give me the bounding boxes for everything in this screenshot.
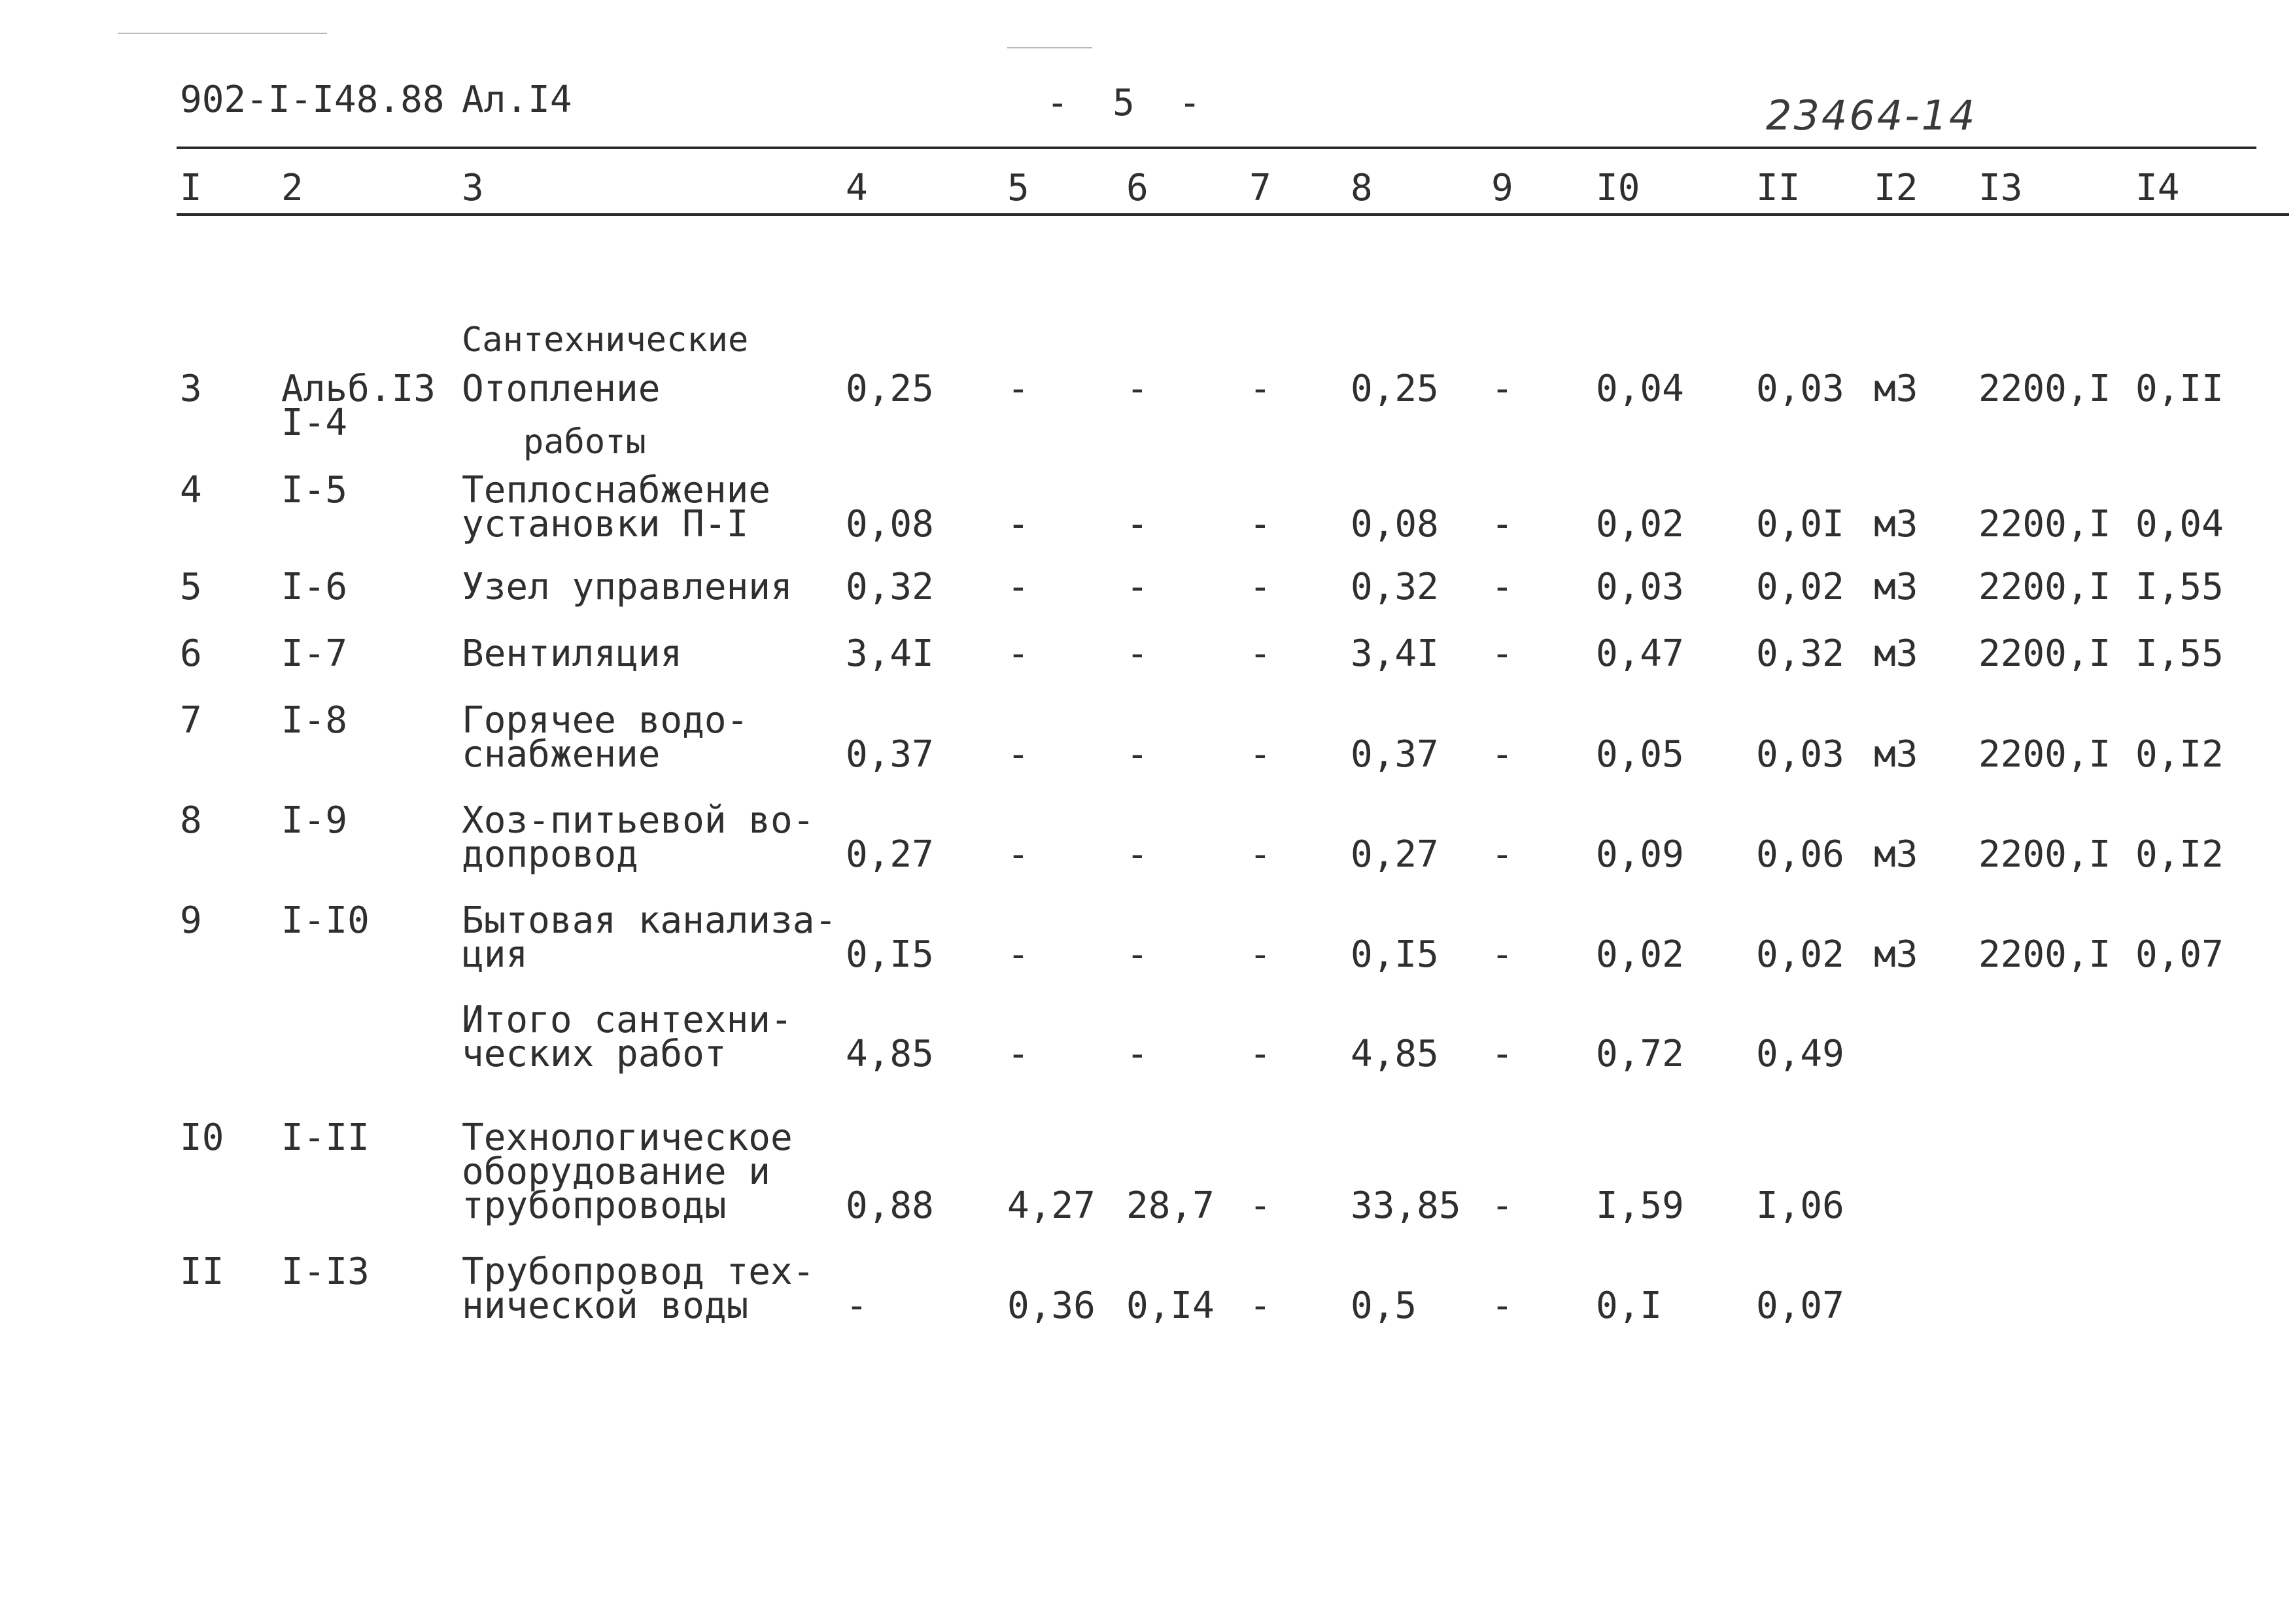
work-description: Бытовая канализа- — [462, 899, 837, 942]
cell-col-10: 0,04 — [1596, 368, 1684, 410]
cell-col-6: 28,7 — [1126, 1184, 1215, 1227]
cell-col-8: 0,32 — [1351, 566, 1439, 608]
cell-col-4: 0,37 — [846, 733, 934, 776]
cell-col-11: 0,02 — [1756, 933, 1844, 976]
work-description: оборудование и — [462, 1150, 771, 1193]
cell-col-9: - — [1491, 733, 1513, 776]
row-number: 6 — [180, 632, 202, 675]
cell-col-10: 0,05 — [1596, 733, 1684, 776]
work-description: допровод — [462, 833, 638, 876]
cell-col-9: - — [1491, 1285, 1513, 1327]
header-bottom-rule — [177, 213, 2289, 216]
column-number: I — [180, 167, 202, 209]
column-number: I4 — [2135, 167, 2180, 209]
work-description: Технологическое — [462, 1116, 793, 1159]
cell-col-14: 0,07 — [2135, 933, 2224, 976]
cell-col-14: 0,I2 — [2135, 733, 2224, 776]
work-description: нической воды — [462, 1285, 749, 1327]
row-number: 5 — [180, 566, 202, 608]
cell-col-5: - — [1007, 933, 1029, 976]
cell-col-13: 2200,I — [1978, 632, 2111, 675]
document-code: 902-I-I48.88 — [180, 78, 445, 121]
section-title-line: Сантехнические — [462, 320, 749, 360]
cell-col-5: - — [1007, 503, 1029, 545]
cell-col-7: - — [1249, 933, 1271, 976]
cell-col-7: - — [1249, 566, 1271, 608]
cell-col-13: 2200,I — [1978, 733, 2111, 776]
row-number: 9 — [180, 899, 202, 942]
work-description: Вентиляция — [462, 632, 683, 675]
cell-col-8: 33,85 — [1351, 1184, 1461, 1227]
cell-col-4: 4,85 — [846, 1033, 934, 1075]
cell-col-7: - — [1249, 1033, 1271, 1075]
scan-mark — [118, 33, 327, 34]
cell-col-4: 3,4I — [846, 632, 934, 675]
cell-col-11: 0,02 — [1756, 566, 1844, 608]
work-description: Узел управления — [462, 566, 793, 608]
cell-col-11: 0,49 — [1756, 1033, 1844, 1075]
row-number: II — [180, 1251, 224, 1293]
cell-col-9: - — [1491, 368, 1513, 410]
cell-col-14: I,55 — [2135, 566, 2224, 608]
cell-col-7: - — [1249, 632, 1271, 675]
cell-col-7: - — [1249, 733, 1271, 776]
cell-col-6: - — [1126, 566, 1148, 608]
drawing-reference: I-II — [281, 1116, 370, 1159]
column-number: 5 — [1007, 167, 1029, 209]
row-number: 8 — [180, 799, 202, 842]
cell-col-10: I,59 — [1596, 1184, 1684, 1227]
column-number: 7 — [1249, 167, 1271, 209]
cell-col-8: 0,25 — [1351, 368, 1439, 410]
cell-col-5: - — [1007, 368, 1029, 410]
cell-col-5: - — [1007, 566, 1029, 608]
column-number: I3 — [1978, 167, 2023, 209]
column-number: 8 — [1351, 167, 1373, 209]
cell-col-6: - — [1126, 833, 1148, 876]
cell-col-4: - — [846, 1285, 868, 1327]
cell-col-10: 0,02 — [1596, 503, 1684, 545]
cell-col-10: 0,72 — [1596, 1033, 1684, 1075]
column-number: 4 — [846, 167, 868, 209]
cell-col-11: 0,0I — [1756, 503, 1844, 545]
cell-col-5: 4,27 — [1007, 1184, 1096, 1227]
work-description: Трубопровод тех- — [462, 1251, 815, 1293]
column-number: 6 — [1126, 167, 1148, 209]
cell-col-12: м3 — [1874, 368, 1918, 410]
work-description: снабжение — [462, 733, 661, 776]
row-number: 3 — [180, 368, 202, 410]
cell-col-6: - — [1126, 632, 1148, 675]
cell-col-8: 3,4I — [1351, 632, 1439, 675]
drawing-reference: I-6 — [281, 566, 348, 608]
column-number: II — [1756, 167, 1801, 209]
cell-col-12: м3 — [1874, 632, 1918, 675]
cell-col-4: 0,88 — [846, 1184, 934, 1227]
cell-col-5: - — [1007, 632, 1029, 675]
cell-col-6: - — [1126, 368, 1148, 410]
cell-col-12: м3 — [1874, 733, 1918, 776]
drawing-reference: I-5 — [281, 469, 348, 511]
cell-col-11: 0,06 — [1756, 833, 1844, 876]
column-number: I2 — [1874, 167, 1918, 209]
cell-col-10: 0,09 — [1596, 833, 1684, 876]
cell-col-9: - — [1491, 1184, 1513, 1227]
cell-col-4: 0,I5 — [846, 933, 934, 976]
cell-col-6: - — [1126, 503, 1148, 545]
cell-col-13: 2200,I — [1978, 368, 2111, 410]
section-title-line: работы — [462, 423, 646, 462]
cell-col-14: 0,04 — [2135, 503, 2224, 545]
work-description: Горячее водо- — [462, 699, 749, 742]
cell-col-6: - — [1126, 733, 1148, 776]
cell-col-10: 0,47 — [1596, 632, 1684, 675]
drawing-reference: I-7 — [281, 632, 348, 675]
cell-col-5: - — [1007, 1033, 1029, 1075]
work-description: установки П-I — [462, 503, 749, 545]
cell-col-7: - — [1249, 503, 1271, 545]
cell-col-9: - — [1491, 1033, 1513, 1075]
work-description: Хоз-питьевой во- — [462, 799, 815, 842]
cell-col-12: м3 — [1874, 503, 1918, 545]
cell-col-11: I,06 — [1756, 1184, 1844, 1227]
cell-col-13: 2200,I — [1978, 503, 2111, 545]
cell-col-9: - — [1491, 566, 1513, 608]
cell-col-9: - — [1491, 632, 1513, 675]
cell-col-4: 0,32 — [846, 566, 934, 608]
cell-col-11: 0,07 — [1756, 1285, 1844, 1327]
header-top-rule — [177, 147, 2256, 149]
cell-col-5: 0,36 — [1007, 1285, 1096, 1327]
drawing-reference: Альб.I3 — [281, 368, 436, 410]
cell-col-4: 0,27 — [846, 833, 934, 876]
cell-col-12: м3 — [1874, 566, 1918, 608]
scan-mark — [1007, 47, 1092, 48]
row-number: 4 — [180, 469, 202, 511]
drawing-reference: I-9 — [281, 799, 348, 842]
cell-col-4: 0,25 — [846, 368, 934, 410]
cell-col-10: 0,03 — [1596, 566, 1684, 608]
drawing-reference: I-4 — [281, 402, 348, 444]
cell-col-11: 0,03 — [1756, 733, 1844, 776]
work-description: Теплоснабжение — [462, 469, 771, 511]
cell-col-7: - — [1249, 1285, 1271, 1327]
cell-col-10: 0,I — [1596, 1285, 1663, 1327]
cell-col-8: 0,27 — [1351, 833, 1439, 876]
cell-col-7: - — [1249, 833, 1271, 876]
work-description: Отопление — [462, 368, 661, 410]
cell-col-7: - — [1249, 1184, 1271, 1227]
cell-col-6: 0,I4 — [1126, 1285, 1215, 1327]
page-number: - 5 - — [1046, 82, 1201, 124]
cell-col-6: - — [1126, 933, 1148, 976]
cell-col-11: 0,03 — [1756, 368, 1844, 410]
cell-col-9: - — [1491, 933, 1513, 976]
cell-col-12: м3 — [1874, 833, 1918, 876]
work-description: ческих работ — [462, 1033, 727, 1075]
cell-col-8: 4,85 — [1351, 1033, 1439, 1075]
cell-col-6: - — [1126, 1033, 1148, 1075]
cell-col-8: 0,08 — [1351, 503, 1439, 545]
cell-col-5: - — [1007, 833, 1029, 876]
cell-col-8: 0,37 — [1351, 733, 1439, 776]
row-number: I0 — [180, 1116, 224, 1159]
drawing-reference: I-I3 — [281, 1251, 370, 1293]
work-description: трубопроводы — [462, 1184, 727, 1227]
drawing-reference: I-I0 — [281, 899, 370, 942]
column-number: 9 — [1491, 167, 1513, 209]
cell-col-7: - — [1249, 368, 1271, 410]
column-number: 3 — [462, 167, 484, 209]
work-description: ция — [462, 933, 528, 976]
cell-col-12: м3 — [1874, 933, 1918, 976]
cell-col-9: - — [1491, 503, 1513, 545]
cell-col-9: - — [1491, 833, 1513, 876]
inventory-number: 23464-14 — [1766, 92, 1977, 139]
cell-col-8: 0,I5 — [1351, 933, 1439, 976]
cell-col-13: 2200,I — [1978, 566, 2111, 608]
drawing-reference: I-8 — [281, 699, 348, 742]
cell-col-14: 0,II — [2135, 368, 2224, 410]
cell-col-8: 0,5 — [1351, 1285, 1417, 1327]
row-number: 7 — [180, 699, 202, 742]
column-number: I0 — [1596, 167, 1640, 209]
cell-col-14: 0,I2 — [2135, 833, 2224, 876]
cell-col-13: 2200,I — [1978, 933, 2111, 976]
cell-col-13: 2200,I — [1978, 833, 2111, 876]
cell-col-14: I,55 — [2135, 632, 2224, 675]
cell-col-11: 0,32 — [1756, 632, 1844, 675]
column-number: 2 — [281, 167, 303, 209]
cell-col-4: 0,08 — [846, 503, 934, 545]
cell-col-10: 0,02 — [1596, 933, 1684, 976]
sheet-number: Ал.I4 — [462, 78, 572, 121]
cell-col-5: - — [1007, 733, 1029, 776]
work-description: Итого сантехни- — [462, 999, 793, 1041]
